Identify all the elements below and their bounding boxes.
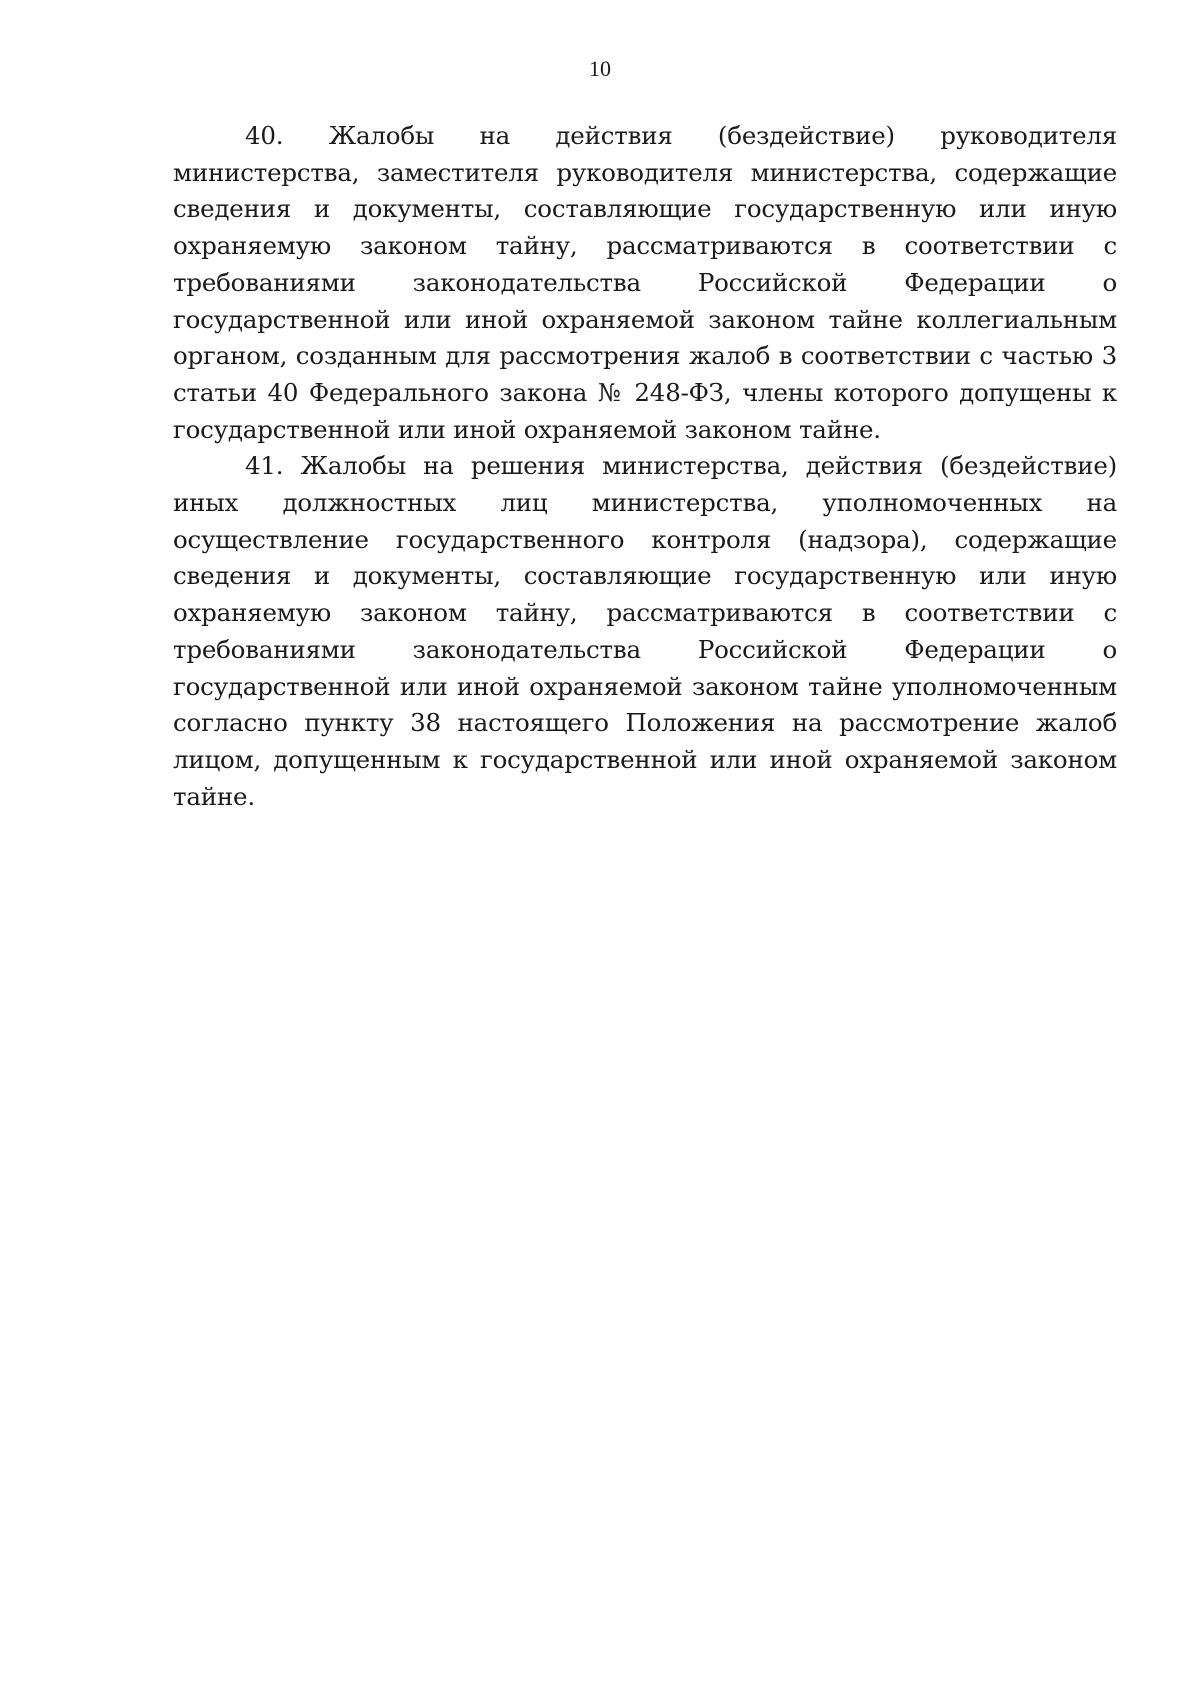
document-body: [173, 118, 1117, 815]
page-number: 10: [589, 56, 611, 81]
paragraph-40: 40. Жалобы на действия (бездействие) руководителя министерства, заместителя руководителя министерства, содержащие сведения и документы, составляющие государственную или иную охраняемую законом тайну, рассматриваются в соответствии с требованиями законодательства Российской Федерации о государственной или иной охраняемой законом тайне коллегиальным органом, созданным для рассмотрения жалоб в соответствии с частью 3 статьи 40 Федерального закона № 248-ФЗ, члены которого допущены к государственной или иной охраняемой законом тайне.: [173, 121, 1117, 444]
paragraph-41: 41. Жалобы на решения министерства, действия (бездействие) иных должностных лиц министерства, уполномоченных на осуществление государственного контроля (надзора), содержащие сведения и документы, составляющие государственную или иную охраняемую законом тайну, рассматриваются в соответствии с требованиями законодательства Российской Федерации о государственной или иной охраняемой законом тайне уполномоченным согласно пункту 38 настоящего Положения на рассмотрение жалоб лицом, допущенным к государственной или иной охраняемой законом тайне.: [173, 451, 1117, 811]
